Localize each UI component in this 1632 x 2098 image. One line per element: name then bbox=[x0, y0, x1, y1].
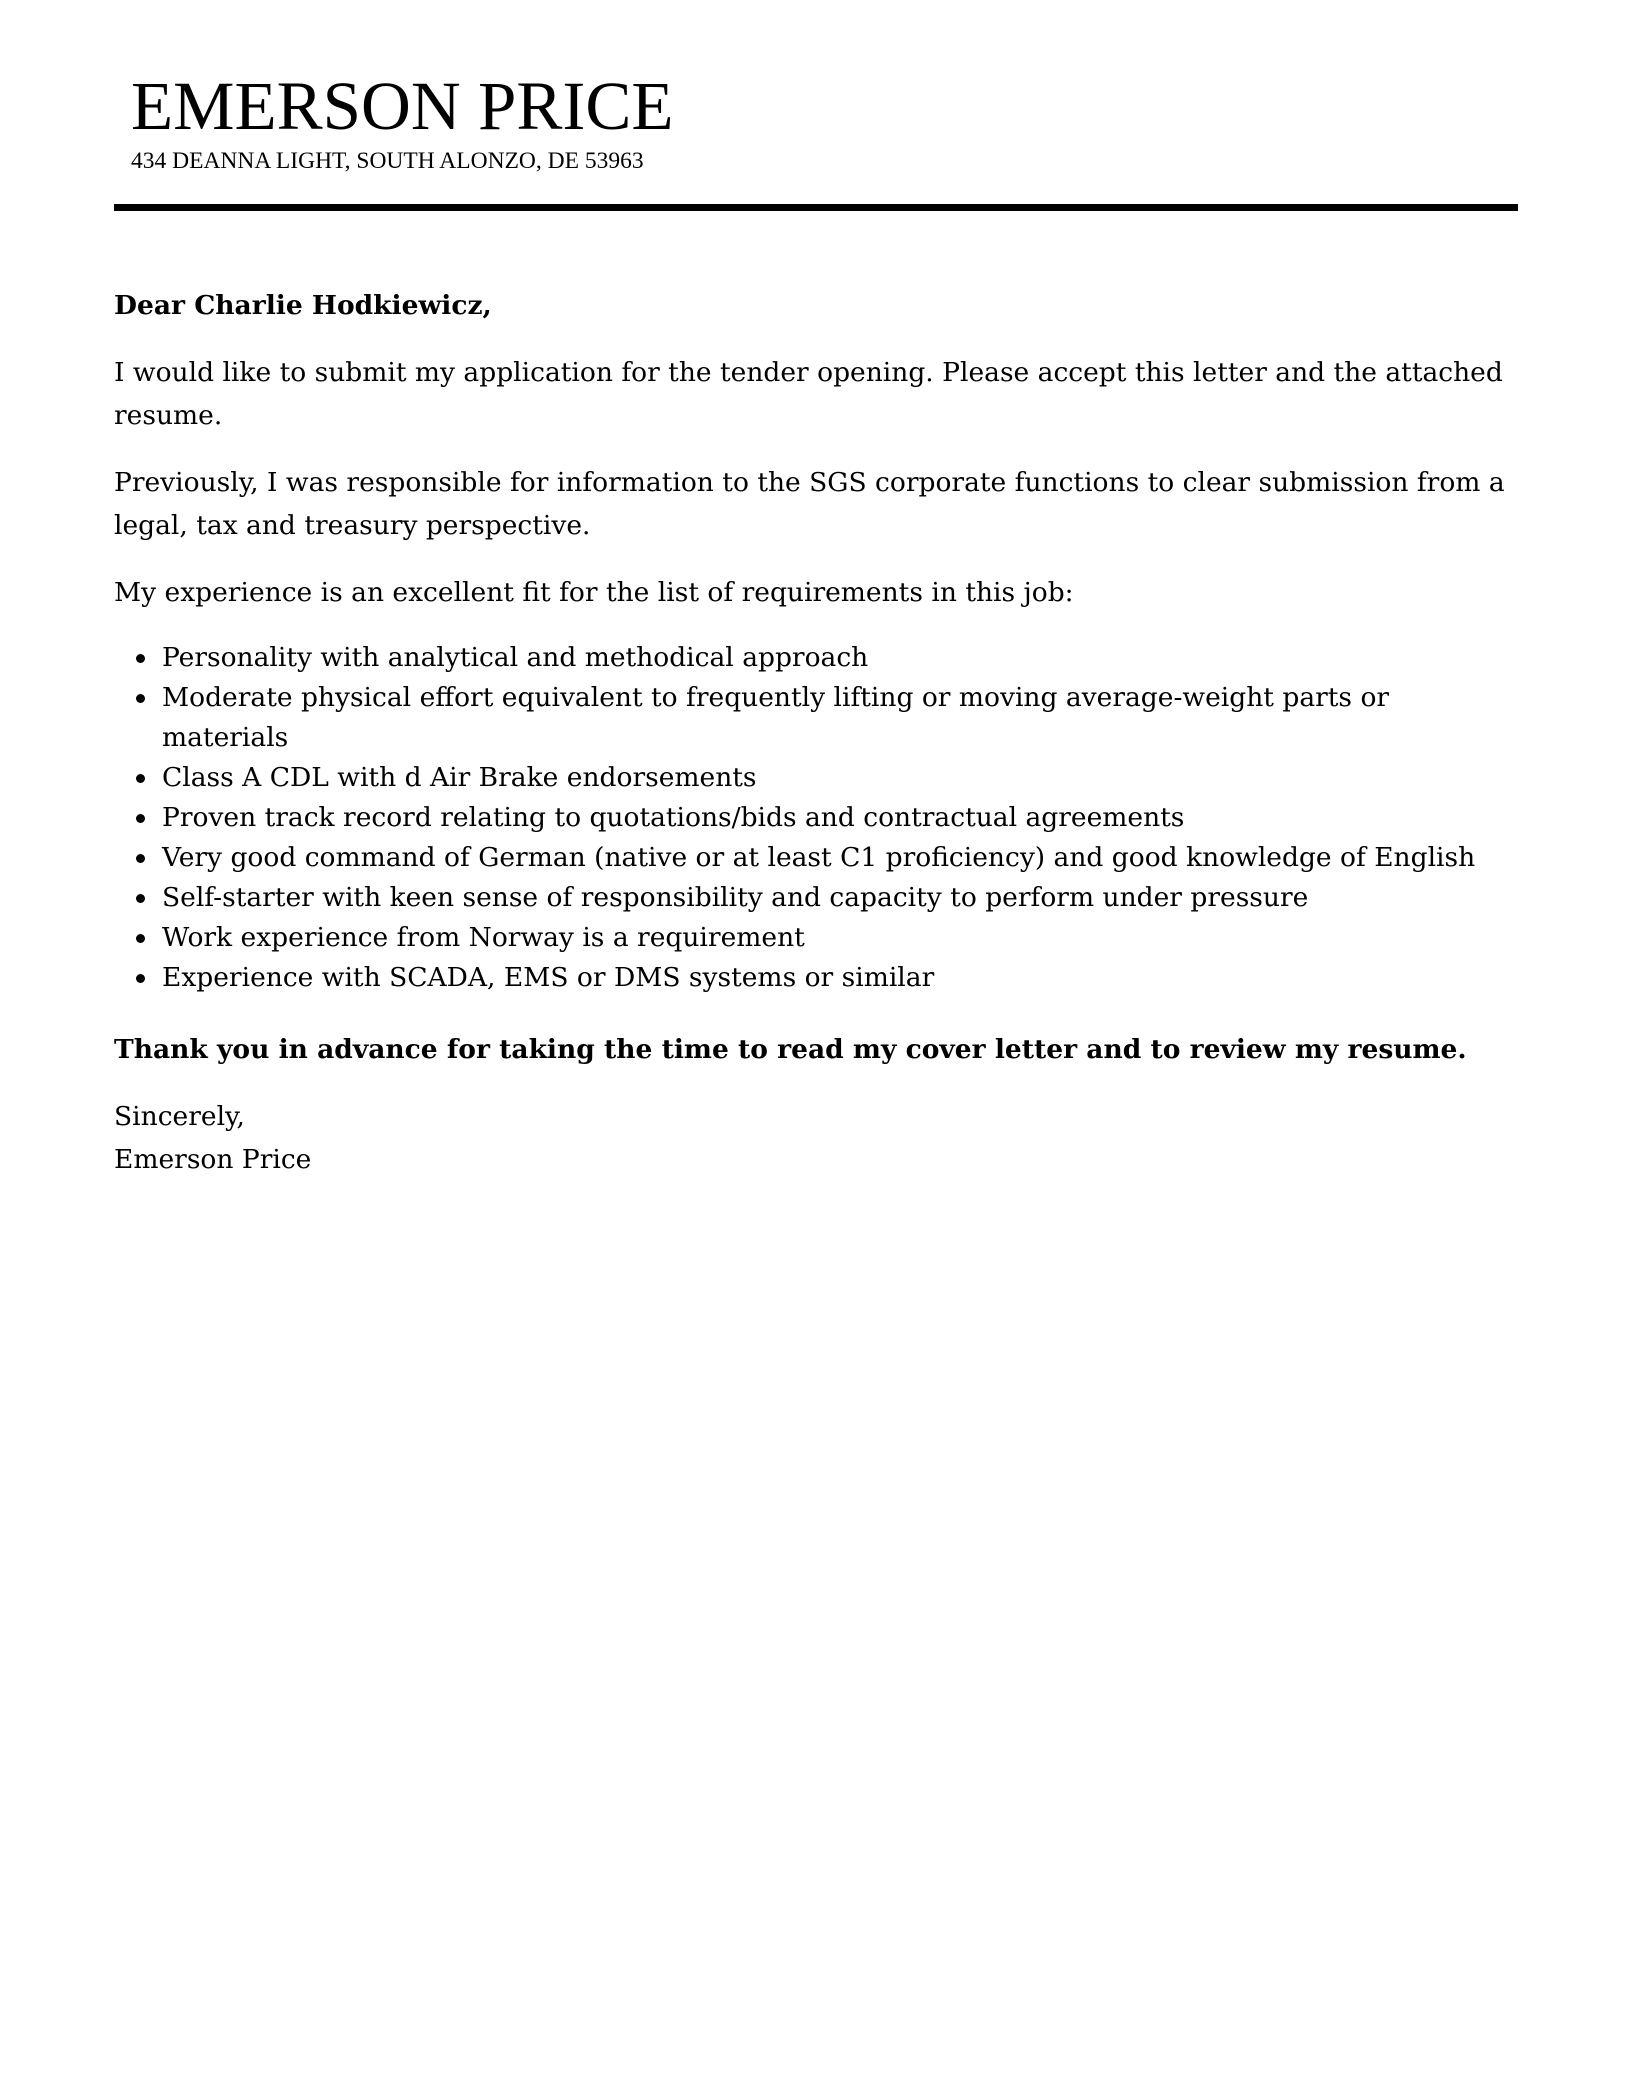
list-item-text: Moderate physical effort equivalent to frequently lifting or moving average-weight parts or materials bbox=[162, 682, 1390, 753]
header-divider bbox=[114, 204, 1518, 211]
signoff-block bbox=[114, 1095, 1518, 1181]
list-item-text: Experience with SCADA, EMS or DMS systems or similar bbox=[162, 962, 935, 993]
closing-paragraph: Thank you in advance for taking the time to read my cover letter and to review my resume. bbox=[114, 1034, 1467, 1065]
list-item bbox=[114, 838, 1518, 878]
list-item bbox=[114, 878, 1518, 918]
requirements-list bbox=[114, 638, 1518, 998]
applicant-address: 434 DEANNA LIGHT, SOUTH ALONZO, DE 53963 bbox=[131, 148, 644, 174]
list-item-text: Personality with analytical and methodical approach bbox=[162, 642, 869, 673]
bullet-icon bbox=[136, 894, 145, 903]
letter-body bbox=[114, 284, 1518, 1205]
bullet-icon bbox=[136, 774, 145, 783]
requirements-intro: My experience is an excellent fit for the list of requirements in this job: bbox=[114, 577, 1074, 608]
experience-paragraph: Previously, I was responsible for information to the SGS corporate functions to clear submission from a legal, tax and treasury perspective. bbox=[114, 467, 1505, 541]
applicant-name: EMERSON PRICE bbox=[131, 68, 674, 144]
list-item-text: Work experience from Norway is a requirement bbox=[162, 922, 805, 953]
list-item bbox=[114, 758, 1518, 798]
list-item-text: Class A CDL with d Air Brake endorsements bbox=[162, 762, 757, 793]
bullet-icon bbox=[136, 654, 145, 663]
bullet-icon bbox=[136, 814, 145, 823]
list-item bbox=[114, 638, 1518, 678]
list-item bbox=[114, 958, 1518, 998]
list-item-text: Self-starter with keen sense of responsibility and capacity to perform under pressure bbox=[162, 882, 1309, 913]
list-item bbox=[114, 918, 1518, 958]
signoff: Sincerely, bbox=[114, 1101, 245, 1132]
intro-paragraph: I would like to submit my application for the tender opening. Please accept this letter and the attached resume. bbox=[114, 357, 1503, 431]
list-item-text: Very good command of German (native or at least C1 proficiency) and good knowledge of English bbox=[162, 842, 1476, 873]
bullet-icon bbox=[136, 694, 145, 703]
bullet-icon bbox=[136, 974, 145, 983]
signature: Emerson Price bbox=[114, 1144, 312, 1175]
list-item bbox=[114, 678, 1518, 758]
list-item-text: Proven track record relating to quotations/bids and contractual agreements bbox=[162, 802, 1185, 833]
bullet-icon bbox=[136, 854, 145, 863]
bullet-icon bbox=[136, 934, 145, 943]
list-item bbox=[114, 798, 1518, 838]
greeting: Dear Charlie Hodkiewicz, bbox=[114, 290, 492, 321]
